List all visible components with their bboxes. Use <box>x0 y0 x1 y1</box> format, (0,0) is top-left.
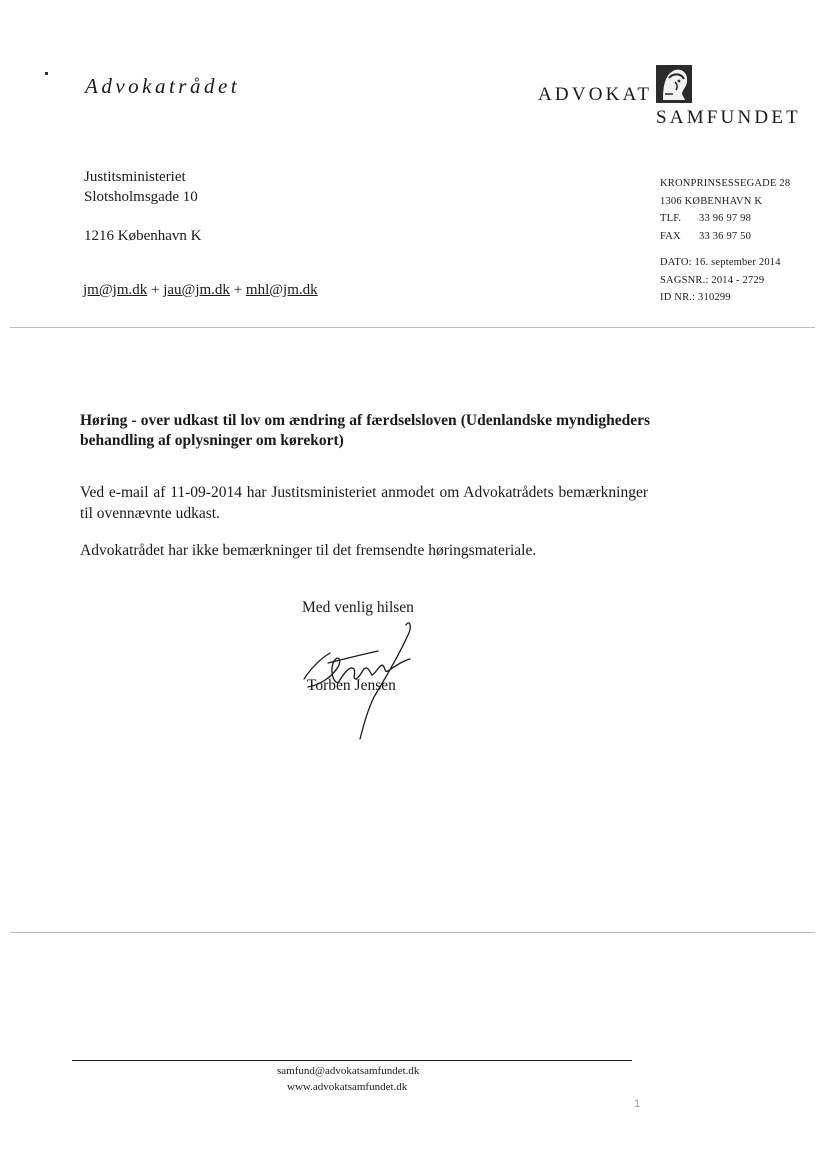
letter-closing: Med venlig hilsen <box>302 599 414 616</box>
signer-name: Torben Jensen <box>307 677 396 694</box>
page-number: 1 <box>634 1098 641 1110</box>
phone-value: 33 96 97 98 <box>699 213 752 224</box>
email-separator: + <box>229 282 246 298</box>
advokatsamfundet-logo <box>538 64 808 134</box>
phone-label: TLF. <box>660 213 682 224</box>
case-number: SAGSNR.: 2014 - 2729 <box>660 274 765 286</box>
letter-paragraph-2: Advokatrådet har ikke bemærkninger til det fremsendte høringsmateriale. <box>80 542 537 559</box>
fax-value: 33 36 97 50 <box>699 230 752 242</box>
scan-mark <box>45 72 48 75</box>
header-divider <box>10 327 815 328</box>
sender-fax <box>660 228 790 246</box>
helmeted-head-emblem-icon <box>655 64 693 104</box>
advokatraadet-wordmark: Advokatrådet <box>85 74 241 98</box>
fax-label: FAX <box>660 230 681 242</box>
recipient-city: 1216 København K <box>84 228 202 244</box>
email-link-mhl[interactable]: mhl@jm.dk <box>245 282 318 298</box>
sender-phone <box>660 210 790 228</box>
recipient-name: Justitsministeriet <box>84 169 186 185</box>
sender-address-street: KRONPRINSESSEGADE 28 <box>660 178 791 189</box>
id-number: ID NR.: 310299 <box>660 292 731 303</box>
sender-info-block <box>660 175 790 307</box>
logo-text-samfundet: SAMFUNDET <box>656 107 801 128</box>
sender-address-city: 1306 KØBENHAVN K <box>660 195 763 207</box>
email-link-jm[interactable]: jm@jm.dk <box>83 282 148 298</box>
letter-paragraph-1: Ved e-mail af 11-09-2014 har Justitsministeriet anmodet om Advokatrådets bemærkninger til ovennævnte udkast. <box>80 484 648 522</box>
recipient-address <box>84 167 201 246</box>
letter-subject: Høring - over udkast til lov om ændring af færdselsloven (Udenlandske myndigheders behandling af oplysninger om kørekort) <box>80 412 650 449</box>
footer-email-link[interactable]: samfund@advokatsamfundet.dk <box>277 1065 420 1077</box>
content-divider <box>10 932 815 933</box>
email-link-jau[interactable]: jau@jm.dk <box>163 282 230 298</box>
email-separator: + <box>147 282 164 298</box>
recipient-emails <box>83 282 318 299</box>
recipient-street: Slotsholmsgade 10 <box>84 189 198 205</box>
footer-website-link[interactable]: www.advokatsamfundet.dk <box>287 1081 408 1093</box>
logo-text-advokat: ADVOKAT <box>538 84 653 105</box>
document-date: DATO: 16. september 2014 <box>660 257 781 268</box>
footer-divider <box>72 1060 632 1061</box>
